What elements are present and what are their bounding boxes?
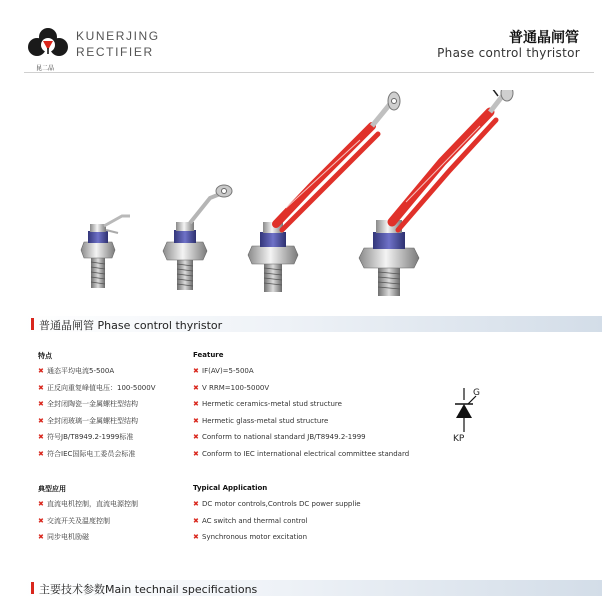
- list-item: ✖ Synchronous motor excitation: [193, 529, 361, 546]
- bullet-x-icon: ✖: [38, 383, 44, 392]
- list-item: ✖ 符合IEC国际电工委员会标准: [38, 446, 156, 463]
- bullet-x-icon: ✖: [193, 500, 199, 508]
- section-title: 普通晶闸管 Phase control thyristor: [39, 319, 223, 332]
- list-item: ✖ 全封闭陶瓷一金属螺柱型结构: [38, 396, 156, 413]
- list-item: ✖ Hermetic ceramics-metal stud structure: [193, 396, 409, 413]
- list-item: ✖ IF(AV)=5-500A: [193, 363, 409, 380]
- bullet-x-icon: ✖: [38, 449, 44, 458]
- features-en-heading: Feature: [193, 351, 224, 359]
- bullet-x-icon: ✖: [38, 367, 44, 375]
- apps-cn-heading: 典型应用: [38, 485, 66, 493]
- list-item: ✖ 直流电机控制，直流电源控制: [38, 496, 138, 513]
- features-en-list: [193, 363, 409, 462]
- page-title-cn: 普通晶闸管: [509, 30, 579, 46]
- list-item: ✖ V RRM=100-5000V: [193, 380, 409, 397]
- apps-en-list: [193, 496, 361, 546]
- brand-name-line2: RECTIFIER: [76, 45, 154, 59]
- list-item: ✖ AC switch and thermal control: [193, 513, 361, 530]
- list-item: ✖ Hermetic glass-metal stud structure: [193, 413, 409, 430]
- bullet-x-icon: ✖: [193, 416, 199, 425]
- list-item: ✖ 符号JB/T8949.2-1999标准: [38, 429, 156, 446]
- list-item: ✖ Conform to IEC international electrical committee standard: [193, 446, 409, 463]
- header-divider: [24, 72, 594, 73]
- bullet-x-icon: ✖: [38, 433, 44, 441]
- bullet-x-icon: ✖: [193, 383, 199, 392]
- list-item: ✖ 通态平均电流5-500A: [38, 363, 156, 380]
- features-cn-heading: 特点: [38, 352, 52, 360]
- thyristor-small: [81, 216, 130, 288]
- section-accent: [31, 318, 34, 330]
- bullet-x-icon: ✖: [193, 367, 199, 375]
- brand-logo: [26, 24, 70, 66]
- bullet-x-icon: ✖: [193, 533, 199, 541]
- section-header-specs: [22, 580, 602, 596]
- brand-logo-cn: 昆二晶: [36, 65, 55, 72]
- section-title: 主要技术参数Main technail specifications: [39, 583, 258, 596]
- product-photo: [60, 90, 560, 300]
- apps-cn-list: [38, 496, 138, 546]
- bullet-x-icon: ✖: [38, 516, 44, 525]
- brand-name-line1: KUNERJING: [76, 29, 160, 43]
- bullet-x-icon: ✖: [38, 416, 44, 425]
- apps-en-heading: Typical Application: [193, 484, 268, 492]
- bullet-x-icon: ✖: [193, 433, 199, 441]
- bullet-x-icon: ✖: [38, 533, 44, 541]
- list-item: ✖ 正反向重复峰值电压：100-5000V: [38, 380, 156, 397]
- list-item: ✖ Conform to national standard JB/T8949.2-1999: [193, 429, 409, 446]
- bullet-x-icon: ✖: [38, 400, 44, 408]
- list-item: ✖ 全封闭玻璃一金属螺柱型结构: [38, 413, 156, 430]
- bullet-x-icon: ✖: [193, 516, 199, 525]
- page-title-en: Phase control thyristor: [437, 46, 580, 60]
- section-accent: [31, 582, 34, 594]
- gate-label: G: [473, 388, 480, 398]
- thyristor-symbol-icon: [448, 388, 488, 434]
- features-cn-list: [38, 363, 156, 462]
- bullet-x-icon: ✖: [193, 400, 199, 408]
- list-item: ✖ DC motor controls,Controls DC power supplie: [193, 496, 361, 513]
- logo-emblem-icon: [26, 24, 70, 66]
- list-item: ✖ 同步电机励磁: [38, 529, 138, 546]
- list-item: ✖ 交流开关及温度控制: [38, 513, 138, 530]
- thyristor-xlarge-wired: [359, 90, 513, 296]
- symbol-type-label: KP: [453, 434, 465, 444]
- thyristor-medium: [163, 185, 232, 290]
- bullet-x-icon: ✖: [193, 449, 199, 458]
- section-header-thyristor: [22, 316, 602, 332]
- bullet-x-icon: ✖: [38, 500, 44, 508]
